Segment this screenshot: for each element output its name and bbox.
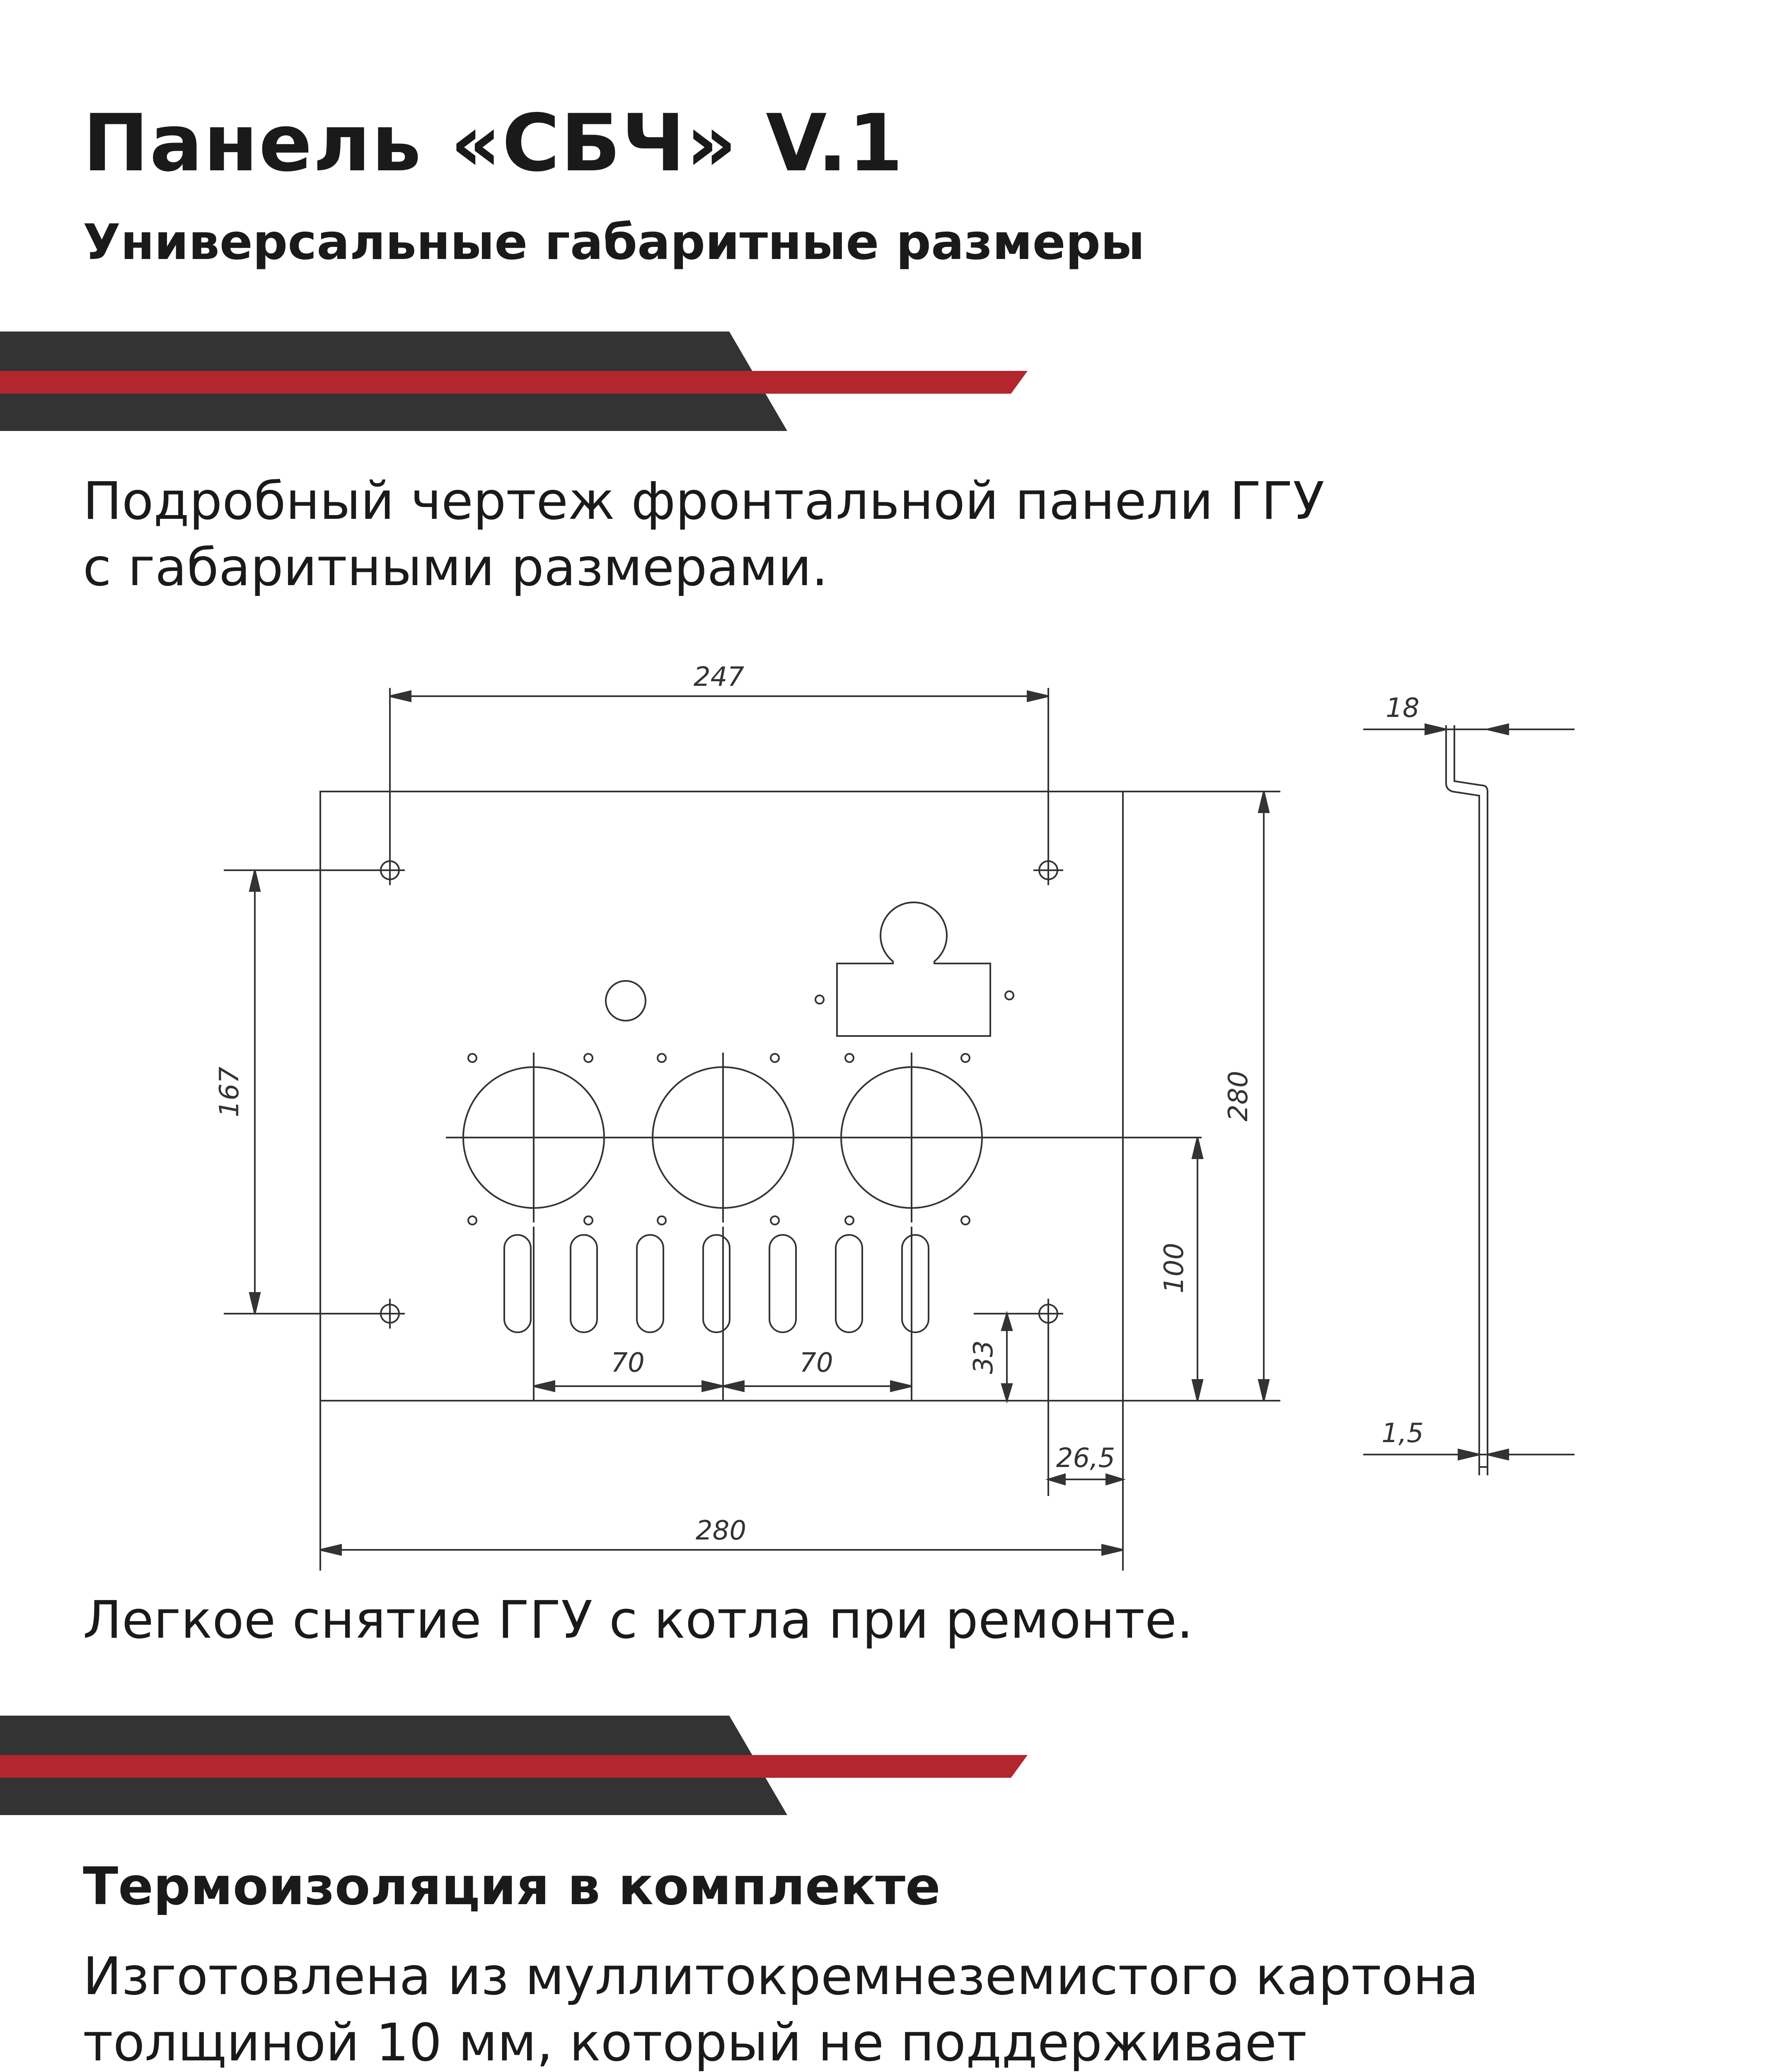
thermo-description [83, 1944, 1479, 2072]
dim-side-top: 18 [1386, 693, 1420, 724]
slot-openings [504, 1235, 929, 1332]
burner-openings [446, 1053, 1202, 1225]
side-profile-view [1363, 724, 1575, 1475]
thermo-title: Термоизоляция в комплекте [83, 1857, 941, 1917]
intro-line: Подробный чертеж фронтальной панели ГГУ [83, 471, 1325, 531]
decorative-stripe [0, 1716, 1036, 1823]
mounting-holes [375, 855, 1063, 1329]
dim-top-width: 247 [693, 662, 745, 692]
panel-technical-drawing [207, 646, 1616, 1579]
easy-removal-text: Легкое снятие ГГУ с котла при ремонте. [83, 1590, 1193, 1650]
dim-side-bottom: 1,5 [1381, 1418, 1424, 1449]
intro-text [83, 468, 1324, 601]
dim-right-height: 280 [1223, 1070, 1254, 1122]
dim-right-mid: 100 [1159, 1242, 1190, 1294]
keyhole-cutout [837, 903, 990, 1036]
dim-left-height: 167 [214, 1066, 245, 1118]
dim-bottom-width: 280 [695, 1515, 747, 1546]
thermo-line: Изготовлена из муллитокремнеземистого картона [83, 1946, 1479, 2007]
panel-outline [320, 792, 1123, 1401]
dim-spacing-right: 70 [799, 1348, 833, 1378]
decorative-stripe [0, 332, 1036, 439]
thermo-line: толщиной 10 мм, который не поддерживает [83, 2013, 1307, 2072]
dim-small-vertical: 33 [968, 1340, 999, 1374]
ignition-hole [606, 981, 646, 1021]
intro-line: с габаритными размерами. [83, 537, 828, 598]
dim-spacing-left: 70 [611, 1348, 645, 1378]
dim-small-horizontal: 26,5 [1056, 1443, 1115, 1474]
page-title: Панель «СБЧ» V.1 [83, 97, 904, 189]
page-subtitle: Универсальные габаритные размеры [83, 213, 1145, 271]
